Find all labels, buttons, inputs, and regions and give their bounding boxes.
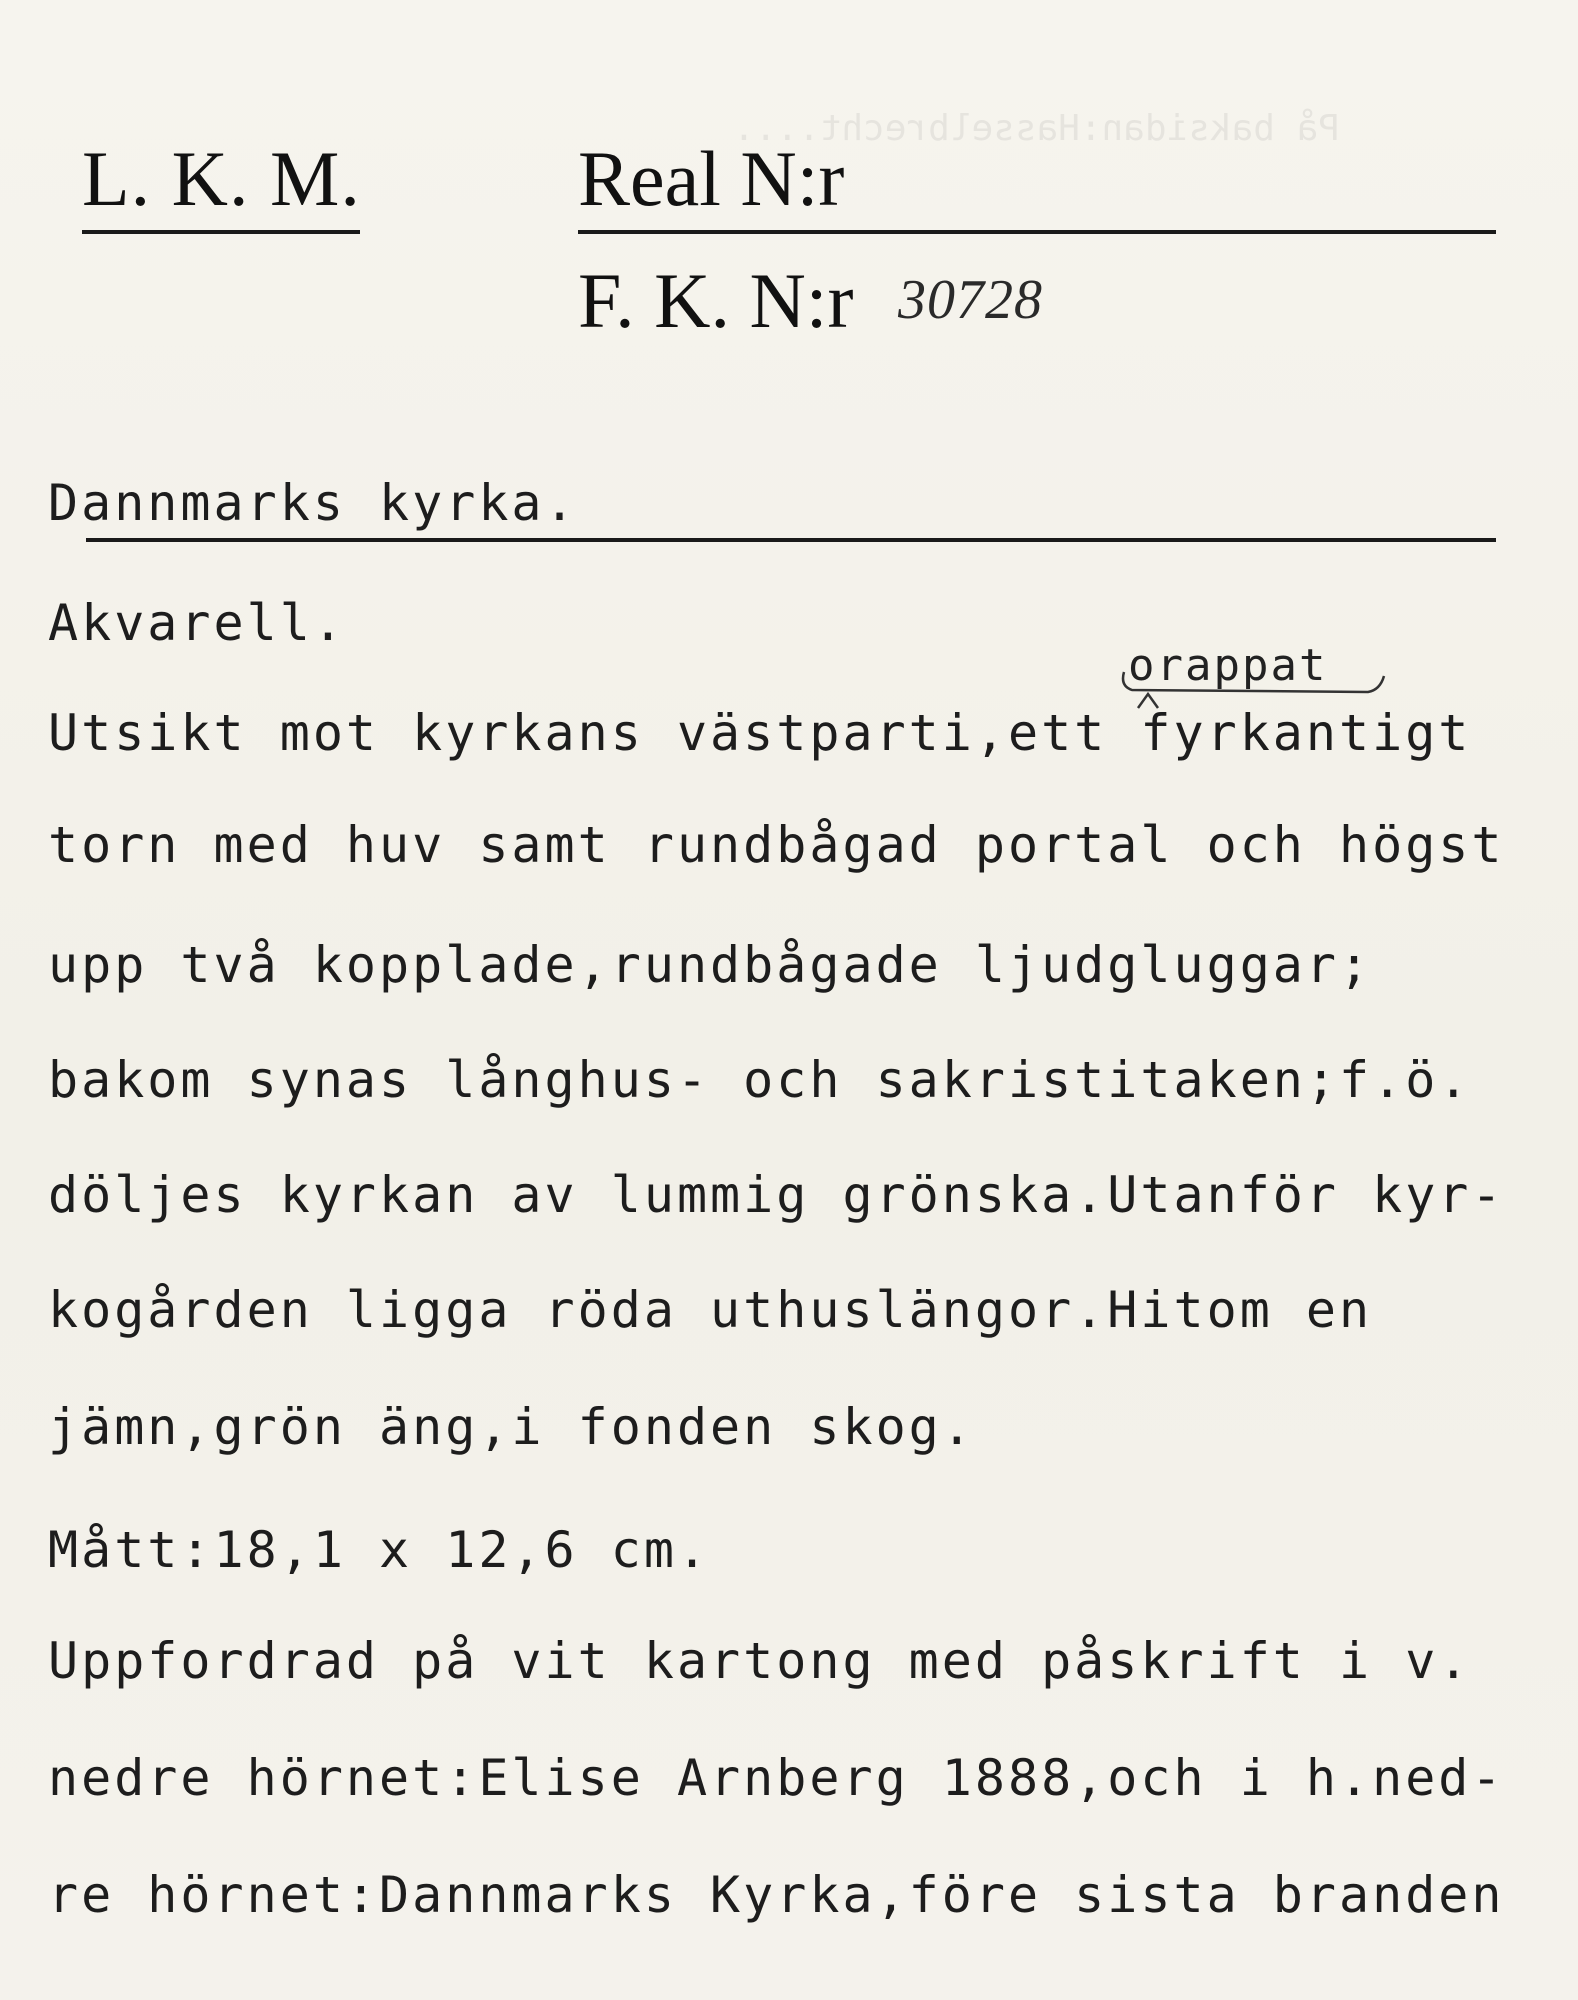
museum-underline (82, 230, 360, 234)
description-line: bakom synas långhus- och sakristitaken;f.ö. (48, 1051, 1472, 1109)
description-line: nedre hörnet:Elise Arnberg 1888,och i h.ned- (48, 1749, 1505, 1807)
description-line: döljes kyrkan av lummig grönska.Utanför kyr- (48, 1166, 1505, 1224)
fk-nr-label: F. K. N:r (578, 257, 854, 344)
description-line: upp två kopplade,rundbågade ljudgluggar; (48, 936, 1373, 994)
real-nr-label: Real N:r (578, 135, 845, 222)
description-line: kogården ligga röda uthuslängor.Hitom en (48, 1281, 1373, 1339)
description-line: re hörnet:Dannmarks Kyrka,före sista branden (48, 1866, 1505, 1924)
description-line: torn med huv samt rundbågad portal och högst (48, 816, 1505, 874)
description-line: jämn,grön äng,i fonden skog. (48, 1398, 975, 1456)
real-nr-underline (578, 230, 1496, 234)
object-title: Dannmarks kyrka. (48, 474, 578, 532)
fk-nr-value: 30728 (898, 269, 1043, 331)
description-line: Utsikt mot kyrkans västparti,ett fyrkantigt (48, 704, 1472, 762)
description-line: Uppfordrad på vit kartong med påskrift i v. (48, 1632, 1472, 1690)
measurements-line: Mått:18,1 x 12,6 cm. (48, 1521, 711, 1579)
show-through-text: På baksidan:Hasselbrecht.... (733, 108, 1340, 149)
museum-abbreviation: L. K. M. (82, 135, 361, 222)
handwritten-insertion: orappat (1128, 640, 1328, 691)
title-underline (86, 538, 1496, 542)
description-line: Akvarell. (48, 594, 346, 652)
